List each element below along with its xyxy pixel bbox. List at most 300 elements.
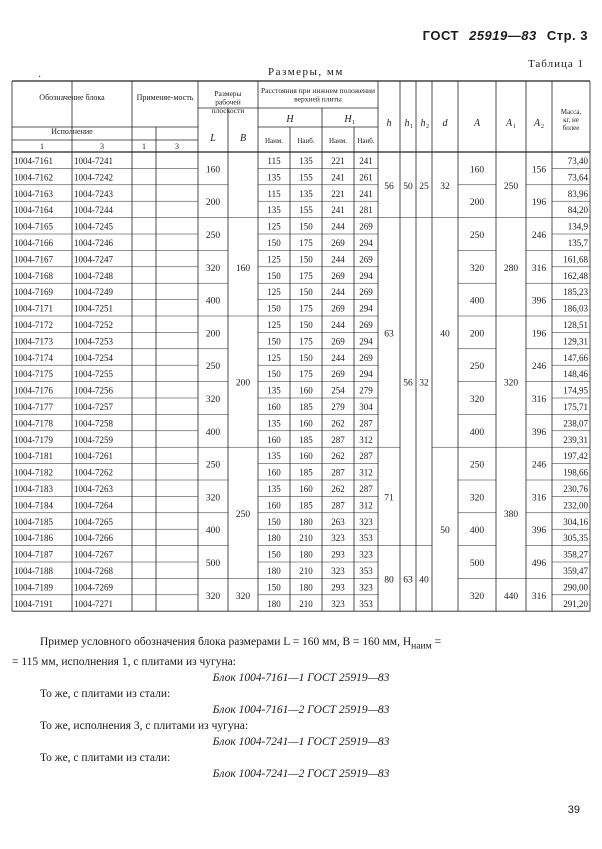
example-line-5: То же, с плитами из стали: (40, 752, 171, 765)
designation-exec-1: 1004-7179 (14, 434, 53, 445)
designation-exec-3: 1004-7245 (74, 221, 113, 232)
h-header: h (386, 118, 392, 129)
designation-exec-3: 1004-7248 (74, 270, 113, 281)
designation-exec-1: 1004-7171 (14, 303, 53, 314)
example-line-1: Пример условного обозначения блока размерами L = 160 мм, B = 160 мм, H (40, 636, 412, 648)
H-max-value: 185 (299, 434, 313, 445)
H-max-value: 185 (299, 467, 313, 478)
d-header: d (442, 118, 448, 129)
H-min-value: 125 (267, 320, 281, 330)
H1-max-value: 287 (359, 418, 373, 429)
mass-value: 128,51 (563, 320, 588, 330)
H1-min-value: 279 (331, 402, 345, 412)
H-max-value: 160 (299, 418, 313, 429)
H-min-value: 135 (267, 451, 281, 462)
H-max-value: 175 (299, 238, 313, 248)
mass-value: 197,42 (563, 451, 588, 462)
A1-value: 320 (503, 378, 519, 389)
L-value: 250 (205, 362, 221, 373)
mass-value: 290,00 (563, 582, 588, 593)
designation-exec-3: 1004-7263 (74, 484, 113, 494)
designation-exec-3: 1004-7254 (74, 352, 113, 363)
example-intro (12, 634, 590, 654)
H1-min-value: 287 (331, 434, 345, 445)
H1-min-value: 287 (331, 500, 345, 511)
mass-value: 134,9 (567, 221, 588, 232)
distances-header: Расстояния при нижнем положении (261, 86, 375, 95)
H-min-value: 125 (267, 254, 281, 265)
designation-exec-1: 1004-7182 (14, 467, 53, 478)
A2-value: 316 (531, 263, 547, 274)
A2-value: 246 (531, 231, 547, 241)
H-min-value: 135 (267, 418, 281, 429)
H1-max-value: 294 (359, 369, 373, 380)
H1-max-value: 287 (359, 484, 373, 494)
mass-value: 84,20 (567, 205, 588, 216)
mass-value: 83,96 (567, 188, 588, 199)
designation-exec-1: 1004-7183 (14, 484, 53, 494)
A2-value: 396 (531, 296, 547, 307)
h-value: 63 (384, 329, 394, 340)
designation-exec-1: 1004-7168 (14, 270, 53, 281)
designation-exec-1: 1004-7184 (14, 500, 53, 511)
H1-max-value: 241 (359, 156, 373, 166)
H1-min-value: 241 (331, 205, 345, 216)
naim-header: Наим. (264, 137, 284, 145)
A-value: 400 (469, 526, 485, 537)
H-min-value: 180 (267, 566, 281, 576)
H1-max-value: 269 (359, 254, 373, 265)
designation-exec-3: 1004-7244 (74, 205, 113, 216)
H1-min-value: 323 (331, 598, 345, 609)
dimensions-label: Размеры, мм (268, 66, 344, 78)
designation-exec-3: 1004-7258 (74, 418, 113, 429)
mass-value: 186,03 (563, 303, 588, 314)
mass-value: 239,31 (563, 434, 588, 445)
H1-min-value: 244 (331, 287, 345, 298)
mass-value: 135,7 (567, 238, 588, 248)
designation-exec-3: 1004-7249 (74, 287, 113, 298)
H-min-value: 160 (267, 402, 281, 412)
H-min-value: 150 (267, 582, 281, 593)
H1-max-value: 294 (359, 336, 373, 347)
designation-exec-1: 1004-7169 (14, 287, 53, 298)
H-min-value: 125 (267, 287, 281, 298)
margin-mark: · (38, 72, 42, 83)
H1-max-value: 323 (359, 549, 373, 560)
h-value: 80 (384, 575, 394, 586)
H-min-value: 160 (267, 434, 281, 445)
L-value: 320 (205, 591, 221, 602)
designation-exec-3: 1004-7271 (74, 598, 113, 609)
H-max-value: 150 (299, 221, 313, 232)
H-min-value: 150 (267, 336, 281, 347)
h-value: 71 (384, 493, 394, 504)
H-min-value: 150 (267, 270, 281, 281)
B-header: B (239, 133, 247, 144)
H1-min-value: 269 (331, 303, 345, 314)
app-1-header: 1 (142, 142, 146, 151)
H-max-value: 175 (299, 336, 313, 347)
mass-value: 73,64 (567, 172, 588, 183)
L-value: 320 (205, 263, 221, 274)
H1-min-value: 254 (331, 385, 345, 396)
mass-value: 148,46 (563, 369, 588, 380)
designation-exec-1: 1004-7172 (14, 320, 53, 330)
designation-exec-3: 1004-7269 (74, 582, 113, 593)
designation-exec-3: 1004-7259 (74, 434, 113, 445)
H1-min-value: 262 (331, 451, 345, 462)
page-number: 39 (567, 804, 580, 816)
designation-exec-1: 1004-7164 (14, 205, 53, 216)
L-value: 320 (205, 493, 221, 504)
H-max-value: 160 (299, 451, 313, 462)
H1-max-value: 279 (359, 385, 373, 396)
designation-exec-3: 1004-7243 (74, 188, 113, 199)
mass-value: 161,68 (563, 254, 588, 265)
A-value: 320 (469, 263, 485, 274)
designation-exec-3: 1004-7255 (74, 369, 113, 380)
A-value: 250 (469, 231, 485, 241)
mass-value: 232,00 (563, 500, 588, 511)
H1-min-value: 244 (331, 221, 345, 232)
d-value: 40 (440, 329, 450, 340)
applicability-header: Применяе-мость (136, 93, 194, 102)
designation-exec-1: 1004-7173 (14, 336, 53, 347)
H1-max-value: 304 (359, 402, 373, 412)
H1-max-value: 353 (359, 533, 373, 544)
H-max-value: 175 (299, 303, 313, 314)
H-min-value: 135 (267, 172, 281, 183)
H1-min-value: 221 (331, 156, 345, 166)
L-value: 320 (205, 395, 221, 405)
mass-value: 291,20 (563, 598, 588, 609)
H1-max-value: 312 (359, 500, 373, 511)
H1-max-value: 269 (359, 221, 373, 232)
mass-value: 129,31 (563, 336, 588, 347)
designation-exec-1: 1004-7163 (14, 188, 53, 199)
mass-value: 230,76 (563, 484, 588, 494)
A-value: 400 (469, 427, 485, 438)
A2-value: 316 (531, 395, 547, 405)
A-value: 400 (469, 296, 485, 307)
A1-value: 250 (503, 181, 519, 192)
subscript: 2 (426, 124, 429, 130)
H1-min-value: 269 (331, 238, 345, 248)
plate-size-header: плоскости (211, 106, 245, 115)
L-header: L (210, 133, 216, 144)
L-value: 400 (205, 526, 221, 537)
subscript: 1 (352, 120, 355, 126)
h-value: 56 (384, 181, 394, 192)
H-max-value: 175 (299, 270, 313, 281)
B-value: 160 (235, 263, 251, 274)
A2-value: 196 (531, 329, 547, 340)
distances-header: верхней плиты (294, 94, 342, 104)
designation-exec-1: 1004-7187 (14, 549, 53, 560)
mass-header: Масса, (560, 108, 582, 116)
H-max-value: 150 (299, 352, 313, 363)
L-value: 400 (205, 427, 221, 438)
A2-value: 156 (531, 165, 547, 176)
H-min-value: 150 (267, 549, 281, 560)
H-min-value: 180 (267, 598, 281, 609)
B-value: 250 (235, 509, 251, 520)
naib-header: Наиб. (357, 137, 375, 145)
H1-max-value: 281 (359, 205, 373, 216)
subscript: 1 (410, 124, 413, 130)
H1-min-value: 293 (331, 582, 345, 593)
designation-exec-1: 1004-7185 (14, 516, 53, 527)
H-min-value: 180 (267, 533, 281, 544)
L-value: 160 (205, 165, 221, 176)
H-max-value: 180 (299, 549, 313, 560)
H-min-value: 125 (267, 221, 281, 232)
A1-header: A (505, 118, 513, 129)
h2-value: 25 (419, 181, 429, 192)
mass-value: 359,47 (563, 566, 588, 576)
H1-min-value: 293 (331, 549, 345, 560)
H-max-value: 210 (299, 566, 313, 576)
designation-exec-1: 1004-7186 (14, 533, 53, 544)
H1-min-value: 262 (331, 484, 345, 494)
H-min-value: 150 (267, 516, 281, 527)
H-min-value: 150 (267, 303, 281, 314)
exec-1-header: 1 (40, 142, 44, 151)
H1-min-value: 269 (331, 270, 345, 281)
page-ref: Стр. 3 (546, 28, 588, 43)
example-designation-3: Блок 1004-7241—1 ГОСТ 25919—83 (212, 736, 390, 749)
H1-min-value: 241 (331, 172, 345, 183)
H1-min-value: 269 (331, 369, 345, 380)
H-max-value: 150 (299, 254, 313, 265)
mass-value: 185,23 (563, 287, 588, 298)
H-max-value: 135 (299, 188, 313, 199)
designation-exec-3: 1004-7268 (74, 566, 113, 576)
A-header: A (473, 118, 481, 129)
H1-min-value: 262 (331, 418, 345, 429)
H-max-value: 135 (299, 156, 313, 166)
A1-value: 440 (503, 591, 519, 602)
designation-exec-3: 1004-7251 (74, 303, 113, 314)
H-min-value: 135 (267, 484, 281, 494)
naim-subscript: наим (411, 640, 432, 652)
designation-exec-1: 1004-7188 (14, 566, 53, 576)
designation-exec-3: 1004-7256 (74, 385, 113, 396)
designation-exec-3: 1004-7267 (74, 549, 113, 560)
H-min-value: 115 (267, 156, 281, 166)
designation-exec-1: 1004-7177 (14, 402, 53, 412)
designation-exec-1: 1004-7181 (14, 451, 53, 462)
subscript: 2 (541, 124, 544, 130)
designation-exec-3: 1004-7265 (74, 516, 113, 527)
h2-value: 32 (419, 378, 429, 389)
A2-value: 316 (531, 493, 547, 504)
example-designation-2: Блок 1004-7161—2 ГОСТ 25919—83 (212, 704, 390, 717)
designation-exec-1: 1004-7178 (14, 418, 53, 429)
H1-max-value: 353 (359, 598, 373, 609)
designation-exec-3: 1004-7246 (74, 238, 113, 248)
designation-exec-3: 1004-7252 (74, 320, 113, 330)
A-value: 320 (469, 395, 485, 405)
H1-min-value: 269 (331, 336, 345, 347)
mass-value: 358,27 (563, 549, 588, 560)
h2-header: h (420, 118, 426, 129)
plate-size-header: Размеры (214, 89, 242, 98)
designation-example (12, 634, 590, 782)
A-value: 200 (469, 329, 485, 340)
H-max-value: 155 (299, 172, 313, 183)
mass-value: 304,16 (563, 516, 588, 527)
L-value: 200 (205, 329, 221, 340)
A2-value: 396 (531, 427, 547, 438)
table-label: Таблица 1 (527, 58, 584, 70)
A2-value: 246 (531, 362, 547, 373)
H-max-value: 160 (299, 385, 313, 396)
mass-value: 305,35 (563, 533, 588, 544)
A2-value: 396 (531, 526, 547, 537)
B-value: 200 (235, 378, 251, 389)
H1-max-value: 287 (359, 451, 373, 462)
d-value: 50 (440, 526, 450, 537)
designation-exec-3: 1004-7253 (74, 336, 113, 347)
h1-value: 63 (403, 575, 413, 586)
exec-3-header: 3 (100, 142, 104, 151)
H1-max-value: 312 (359, 434, 373, 445)
designation-exec-3: 1004-7241 (74, 156, 113, 166)
h2-value: 40 (419, 575, 429, 586)
designation-exec-3: 1004-7261 (74, 451, 113, 462)
H-max-value: 155 (299, 205, 313, 216)
L-value: 500 (205, 559, 221, 569)
L-value: 200 (205, 198, 221, 209)
H1-min-value: 244 (331, 352, 345, 363)
H1-max-value: 323 (359, 516, 373, 527)
H-max-value: 175 (299, 369, 313, 380)
plate-size-header: рабочей (215, 97, 241, 107)
H-max-value: 160 (299, 484, 313, 494)
H-max-value: 180 (299, 516, 313, 527)
designation-exec-1: 1004-7176 (14, 385, 53, 396)
mass-value: 162,48 (563, 270, 588, 281)
d-value: 32 (440, 181, 450, 192)
A2-value: 316 (531, 591, 547, 602)
gost-number: 25919—83 (469, 28, 537, 43)
gost-label: ГОСТ (422, 28, 459, 43)
L-value: 400 (205, 296, 221, 307)
naib-header: Наиб. (297, 137, 315, 145)
designation-exec-3: 1004-7264 (74, 500, 113, 511)
B-value: 320 (235, 591, 251, 602)
A2-value: 196 (531, 198, 547, 209)
H1-max-value: 269 (359, 352, 373, 363)
designation-exec-3: 1004-7247 (74, 254, 113, 265)
example-line-3: То же, с плитами из стали: (40, 688, 171, 701)
H1-max-value: 294 (359, 270, 373, 281)
H1-min-value: 263 (331, 516, 345, 527)
designation-header: Обозначение блока (39, 93, 105, 102)
L-value: 250 (205, 460, 221, 471)
H1-max-value: 294 (359, 303, 373, 314)
A-value: 200 (469, 198, 485, 209)
mass-value: 147,66 (563, 352, 588, 363)
H1-max-value: 269 (359, 287, 373, 298)
mass-header: более (562, 124, 580, 132)
A-value: 160 (469, 165, 485, 176)
mass-value: 73,40 (567, 156, 588, 166)
designation-exec-1: 1004-7174 (14, 352, 53, 363)
L-value: 250 (205, 231, 221, 241)
designation-exec-1: 1004-7161 (14, 156, 53, 166)
designation-exec-3: 1004-7266 (74, 533, 113, 544)
H1-min-value: 323 (331, 566, 345, 576)
H-max-value: 185 (299, 402, 313, 412)
execution-header: Исполнение (51, 127, 93, 136)
H1-max-value: 353 (359, 566, 373, 576)
H-max-value: 210 (299, 598, 313, 609)
mass-header: кг, не (563, 116, 579, 124)
designation-exec-3: 1004-7257 (74, 402, 113, 412)
designation-exec-3: 1004-7262 (74, 467, 113, 478)
H-max-value: 150 (299, 287, 313, 298)
H-min-value: 115 (267, 188, 281, 199)
designation-exec-1: 1004-7175 (14, 369, 53, 380)
H-min-value: 135 (267, 205, 281, 216)
example-line-4: То же, исполнения 3, с плитами из чугуна: (40, 720, 249, 733)
H-max-value: 150 (299, 320, 313, 330)
H-max-value: 210 (299, 533, 313, 544)
example-designation-4: Блок 1004-7241—2 ГОСТ 25919—83 (212, 768, 390, 781)
mass-value: 174,95 (563, 385, 588, 396)
designation-exec-1: 1004-7191 (14, 598, 53, 609)
A2-value: 246 (531, 460, 547, 471)
H-min-value: 150 (267, 369, 281, 380)
naim-header: Наим. (328, 137, 348, 145)
H1-max-value: 269 (359, 320, 373, 330)
H1-min-value: 244 (331, 320, 345, 330)
H-min-value: 160 (267, 467, 281, 478)
H1-max-value: 294 (359, 238, 373, 248)
mass-value: 238,07 (563, 418, 588, 429)
H-max-value: 180 (299, 582, 313, 593)
example-line-1-end: = (431, 636, 442, 648)
example-designation-1: Блок 1004-7161—1 ГОСТ 25919—83 (212, 672, 390, 685)
A1-value: 280 (503, 263, 519, 274)
h1-header: h (404, 118, 410, 129)
H1-header: H (344, 114, 352, 125)
designation-exec-1: 1004-7167 (14, 254, 53, 265)
H-header: H (286, 114, 294, 125)
H-min-value: 150 (267, 238, 281, 248)
designation-exec-1: 1004-7166 (14, 238, 53, 248)
H1-min-value: 287 (331, 467, 345, 478)
subscript: 1 (513, 124, 516, 130)
A-value: 500 (469, 559, 485, 569)
H-min-value: 125 (267, 352, 281, 363)
A-value: 250 (469, 460, 485, 471)
h1-value: 56 (403, 378, 413, 389)
H1-max-value: 312 (359, 467, 373, 478)
H1-max-value: 323 (359, 582, 373, 593)
designation-exec-1: 1004-7189 (14, 582, 53, 593)
mass-value: 198,66 (563, 467, 588, 478)
designation-exec-1: 1004-7162 (14, 172, 53, 183)
H1-min-value: 244 (331, 254, 345, 265)
H1-max-value: 241 (359, 188, 373, 199)
A-value: 320 (469, 493, 485, 504)
example-line-2: = 115 мм, исполнения 1, с плитами из чугуна: (12, 656, 236, 669)
app-3-header: 3 (175, 142, 179, 151)
